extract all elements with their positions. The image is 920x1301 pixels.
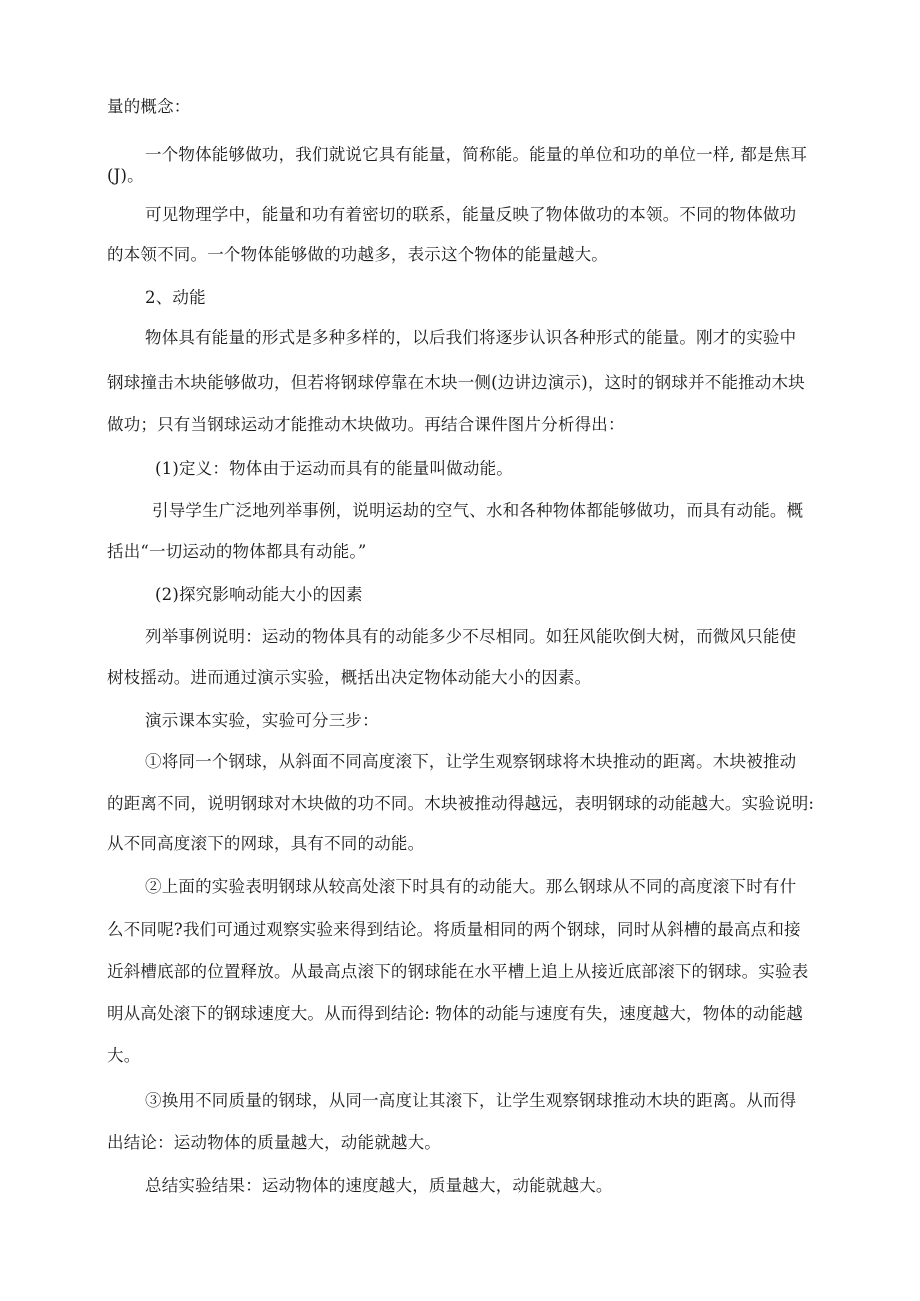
text-line: ②上面的实验表明钢球从较高处滚下时具有的动能大。那么钢球从不同的高度滚下时有什 xyxy=(145,877,797,896)
text-line: 一个物体能够做功，我们就说它具有能量，简称能。能量的单位和功的单位一样, 都是焦耳 xyxy=(145,145,808,164)
text-line: 量的概念： xyxy=(107,97,191,116)
text-line: 列举事例说明：运动的物体具有的动能多少不尽相同。如狂风能吹倒大树，而微风只能使 xyxy=(145,627,797,646)
text-line: 钢球撞击木块能够做功，但若将钢球停靠在木块一侧(边讲边演示)，这时的钢球并不能推动木块 xyxy=(107,373,805,392)
text-line: 出结论：运动物体的质量越大，动能就越大。 xyxy=(107,1133,441,1152)
text-line: 总结实验结果：运动物体的速度越大，质量越大，动能就越大。 xyxy=(145,1176,613,1195)
text-line: 大。 xyxy=(107,1046,141,1065)
text-line: 明从高处滚下的钢球速度大。从而得到结论: 物体的动能与速度有失，速度越大，物体的动能越 xyxy=(107,1004,803,1023)
text-line: 演示课本实验，实验可分三步： xyxy=(145,711,379,730)
text-line: 的距离不同，说明钢球对木块做的功不同。木块被推动得越远，表明钢球的动能越大。实验说明: xyxy=(107,794,815,813)
text-line: 引导学生广泛地列举事例，说明运劫的空气、水和各种物体都能够做功，而具有动能。概 xyxy=(152,501,804,520)
text-line: 做功；只有当钢球运动才能推动木块做功。再结合课件图片分析得出： xyxy=(107,415,625,434)
text-line: (J)。 xyxy=(107,166,144,185)
text-line: 树枝摇动。进而通过演示实验，概括出决定物体动能大小的因素。 xyxy=(107,668,592,687)
text-line: 可见物理学中，能量和功有着密切的联系，能量反映了物体做功的本领。不同的物体做功 xyxy=(145,205,797,224)
text-line: ①将同一个钢球，从斜面不同高度滚下，让学生观察钢球将木块推动的距离。木块被推动 xyxy=(145,752,797,771)
text-line: 从不同高度滚下的网球，具有不同的动能。 xyxy=(107,834,425,853)
text-line: 么不同呢?我们可通过观察实验来得到结论。将质量相同的两个钢球，同时从斜槽的最高点和接 xyxy=(107,920,801,939)
text-line: (1)定义：物体由于运动而具有的能量叫做动能。 xyxy=(155,459,513,478)
text-line: ③换用不同质量的钢球，从同一高度让其滚下，让学生观察钢球推动木块的距离。从而得 xyxy=(145,1091,797,1110)
text-line: 括出“一切运动的物体都具有动能。” xyxy=(107,542,367,561)
text-line: 的本领不同。一个物体能够做的功越多，表示这个物体的能量越大。 xyxy=(107,245,608,264)
section-heading: 2、动能 xyxy=(145,288,206,307)
text-line: 近斜槽底部的位置释放。从最高点滚下的钢球能在水平槽上追上从接近底部滚下的钢球。实验表 xyxy=(107,962,809,981)
section-heading: (2)探究影响动能大小的因素 xyxy=(155,585,363,604)
text-line: 物体具有能量的形式是多种多样的，以后我们将逐步认识各种形式的能量。刚才的实验中 xyxy=(145,328,797,347)
